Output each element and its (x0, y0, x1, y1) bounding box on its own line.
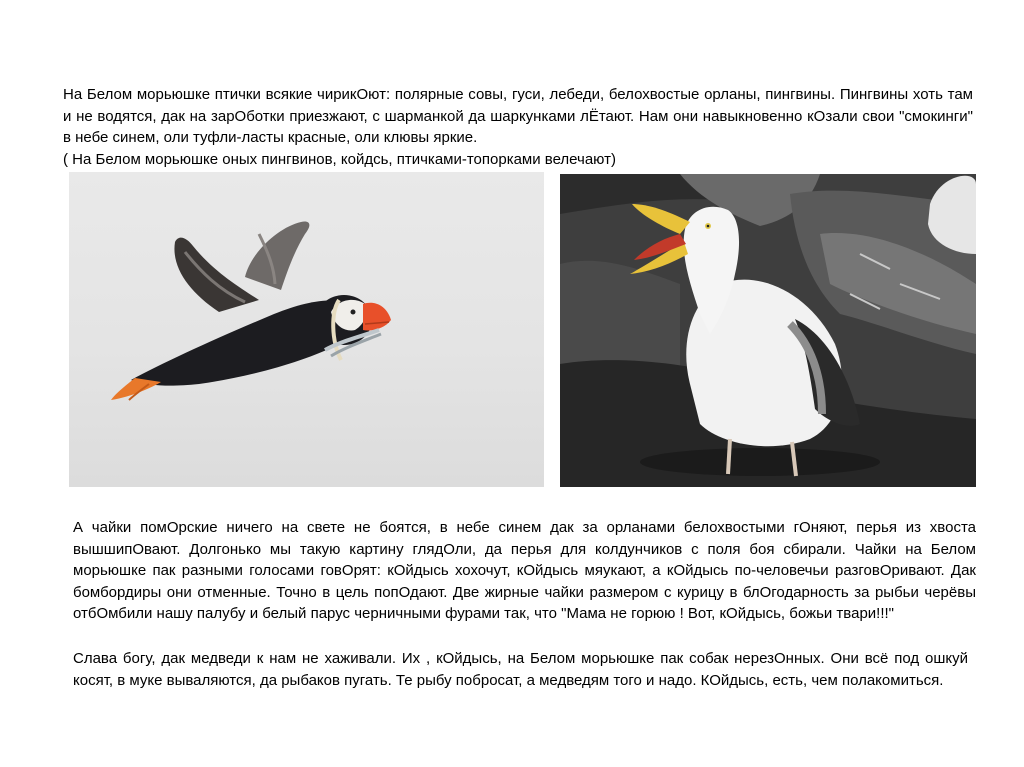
intro-paragraph (63, 84, 973, 170)
bears-paragraph: Слава богу, дак медведи к нам не хаживали. Их , кОйдысь, на Белом морьюшке пак собак нерезОнных. Они всё под ошкуй косят, в муке вываляются, да рыбаков пугать. Те рыбу побросат, а медведям того и надо. КОйдысь, есть, чем полакомиться. (73, 650, 968, 689)
gull-illustration (560, 174, 976, 487)
puffin-photo (69, 172, 544, 487)
intro-text: На Белом морьюшке птички всякие чирикОют: полярные совы, гуси, лебеди, белохвостые орланы, пингвины. Пингвины хоть там и не водятся, дак на зарОботки приезжают, с шарманкой да шаркунками лЁтают. Нам они навыкновенно кОзали свои "смокинги" в небе синем, оли туфли-ласты красные, оли клювы яркие. (63, 86, 973, 147)
puffin-illustration (69, 172, 544, 487)
gull-photo (560, 174, 976, 487)
gulls-paragraph: А чайки помОрские ничего на свете не боятся, в небе синем дак за орланами белохвостыми гОняют, перья из хвоста вышшипОвают. Долгонько мы такую картину глядОли, да перья для колдунчиков с поля боя сбирали. Чайки на Белом морьюшке пак разными голосами говОрят: кОйдысь хохочут, кОйдысь мяукают, а кОйдысь по-человечьи разговОривают. Дак бомбордиры они отменные. Точно в цель попОдают. Две жирные чайки размером с курицу в блОгодарность за рыбьи черёвы отбОмбили нашу палубу и белый парус черничными фурами так, что "Мама не горюю ! Вот, кОйдысь, божьи твари!!!" (73, 519, 976, 623)
intro-aside: ( На Белом морьюшке оных пингвинов, койдсь, птичками-топорками велечают) (63, 150, 616, 168)
